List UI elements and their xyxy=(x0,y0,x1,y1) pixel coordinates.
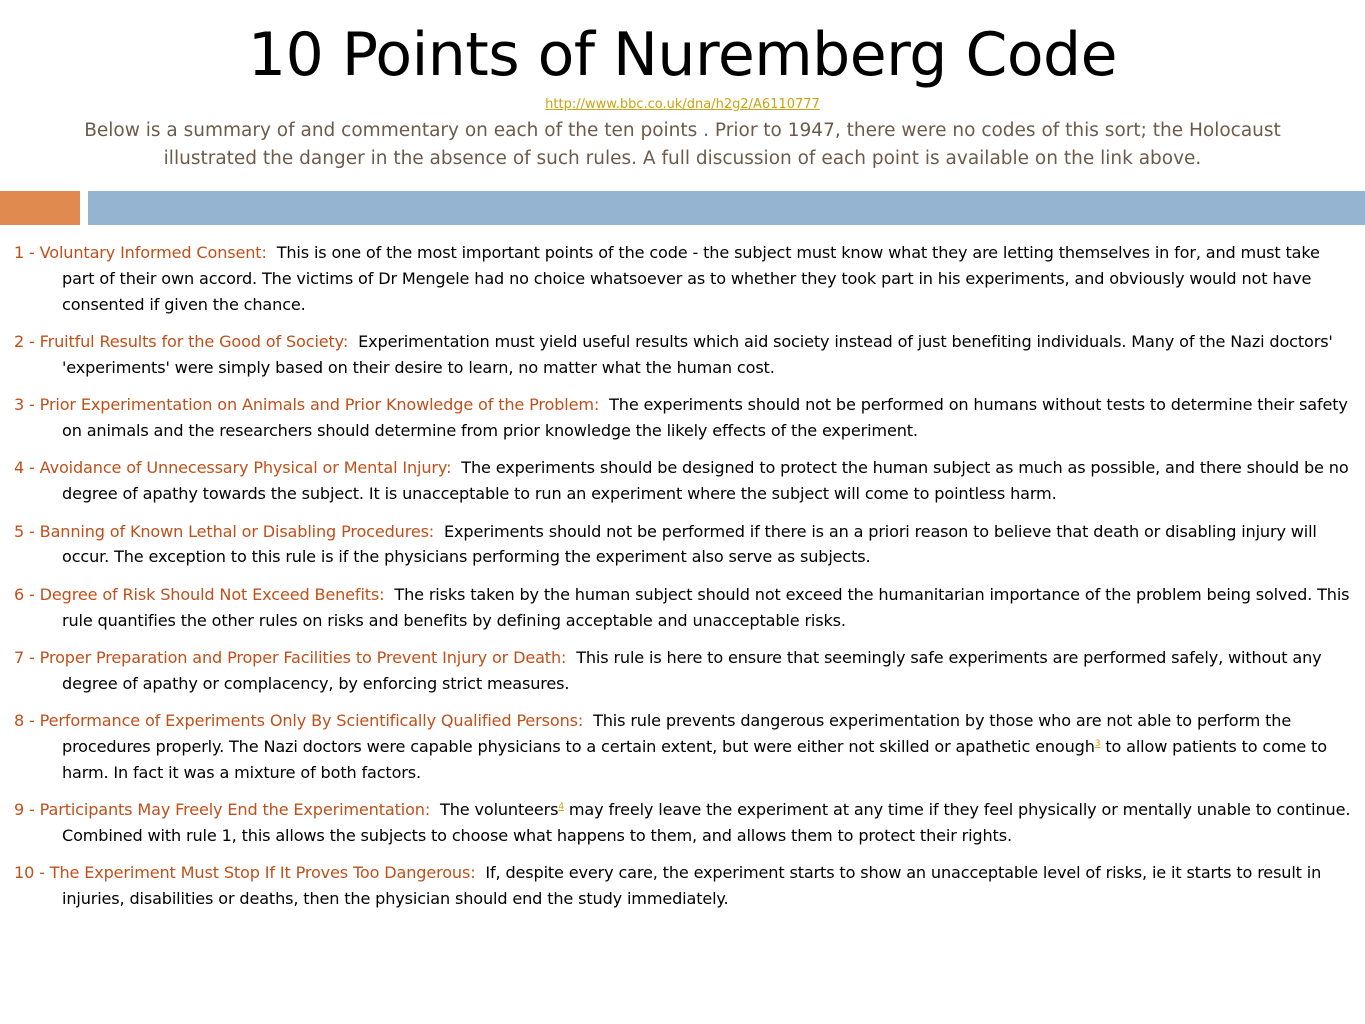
accent-bar-blue xyxy=(88,191,1365,225)
point-body: Experiments should not be performed if there is an a priori reason to believe that death or disabling injury will occur. The exception to this rule is if the physicians performing the experiment also serve as subjects. xyxy=(62,521,1317,567)
point-heading: 9 - Participants May Freely End the Experimentation: xyxy=(14,800,431,820)
point-item-6 xyxy=(14,582,1354,634)
point-item-10 xyxy=(14,860,1354,912)
page-title: 10 Points of Nuremberg Code xyxy=(247,20,1118,90)
points-list xyxy=(14,240,1354,923)
point-heading: 8 - Performance of Experiments Only By Scientifically Qualified Persons: xyxy=(14,711,584,731)
point-item-8 xyxy=(14,708,1354,785)
accent-bar-orange xyxy=(0,191,80,225)
point-body-text: may freely leave the experiment at any time if they feel physically or mentally unable to continue. Combined with rule 1, this allows the subjects to choose what happens to them, and allows them to protect their rights. xyxy=(62,800,1351,845)
point-item-3 xyxy=(14,392,1354,444)
point-body: This rule is here to ensure that seemingly safe experiments are performed safely, without any degree of apathy or complacency, by enforcing strict measures. xyxy=(62,647,1322,693)
footnote-link[interactable]: 4 xyxy=(558,802,564,813)
point-heading: 2 - Fruitful Results for the Good of Society: xyxy=(14,331,349,351)
point-item-9 xyxy=(14,797,1354,849)
point-body: The experiments should not be performed on humans without tests to determine their safety on animals and the researchers should determine from prior knowledge the likely effects of the experiment. xyxy=(62,395,1348,440)
source-link[interactable]: http://www.bbc.co.uk/dna/h2g2/A6110777 xyxy=(545,97,820,112)
point-body: Experimentation must yield useful results which aid society instead of just benefiting individuals. Many of the Nazi doctors' 'experiments' were simply based on their desire to learn, no matter what the human cost. xyxy=(62,331,1333,377)
point-item-7 xyxy=(14,645,1354,697)
point-heading: 3 - Prior Experimentation on Animals and Prior Knowledge of the Problem: xyxy=(14,395,600,415)
footnote-link[interactable]: 3 xyxy=(1094,738,1101,749)
point-body: The experiments should be designed to protect the human subject as much as possible, and there should be no degree of apathy towards the subject. It is unacceptable to run an experiment where the subject will come to pointless harm. xyxy=(62,458,1349,504)
point-body-text: to allow patients to come to harm. In fact it was a mixture of both factors. xyxy=(62,736,1327,782)
point-item-4 xyxy=(14,455,1354,507)
point-body: This is one of the most important points of the code - the subject must know what they are letting themselves in for, and must take part of their own accord. The victims of Dr Mengele had no choice whatsoever as to whether they took part in his experiments, and obviously would not have consented if given the chance. xyxy=(62,243,1320,314)
point-body: If, despite every care, the experiment starts to show an unacceptable level of risks, ie it starts to result in injuries, disabilities or deaths, then the physician should end the study immediately. xyxy=(62,863,1322,909)
point-heading: 4 - Avoidance of Unnecessary Physical or Mental Injury: xyxy=(14,458,452,478)
point-body: The risks taken by the human subject should not exceed the humanitarian importance of the problem being solved. This rule quantifies the other rules on risks and benefits by defining acceptable and unacceptable risks. xyxy=(62,584,1350,630)
point-body-text: The volunteers xyxy=(440,800,559,820)
point-heading: 7 - Proper Preparation and Proper Facilities to Prevent Injury or Death: xyxy=(14,647,567,667)
point-heading: 10 - The Experiment Must Stop If It Proves Too Dangerous: xyxy=(14,863,476,883)
point-item-2 xyxy=(14,329,1354,381)
point-item-5 xyxy=(14,519,1354,571)
point-heading: 6 - Degree of Risk Should Not Exceed Benefits: xyxy=(14,584,385,604)
point-item-1 xyxy=(14,240,1354,317)
point-body-text: This rule prevents dangerous experimentation by those who are not able to perform the procedures properly. The Nazi doctors were capable physicians to a certain extent, but were either not skilled or apathetic enough xyxy=(62,711,1292,756)
point-heading: 1 - Voluntary Informed Consent: xyxy=(14,243,267,262)
point-heading: 5 - Banning of Known Lethal or Disabling Procedures: xyxy=(14,521,435,541)
page-subtitle: Below is a summary of and commentary on each of the ten points . Prior to 1947, there were no codes of this sort; the Holocaust illustrated the danger in the absence of such rules. A full discussion of each point is available on the link above. xyxy=(84,120,1281,169)
